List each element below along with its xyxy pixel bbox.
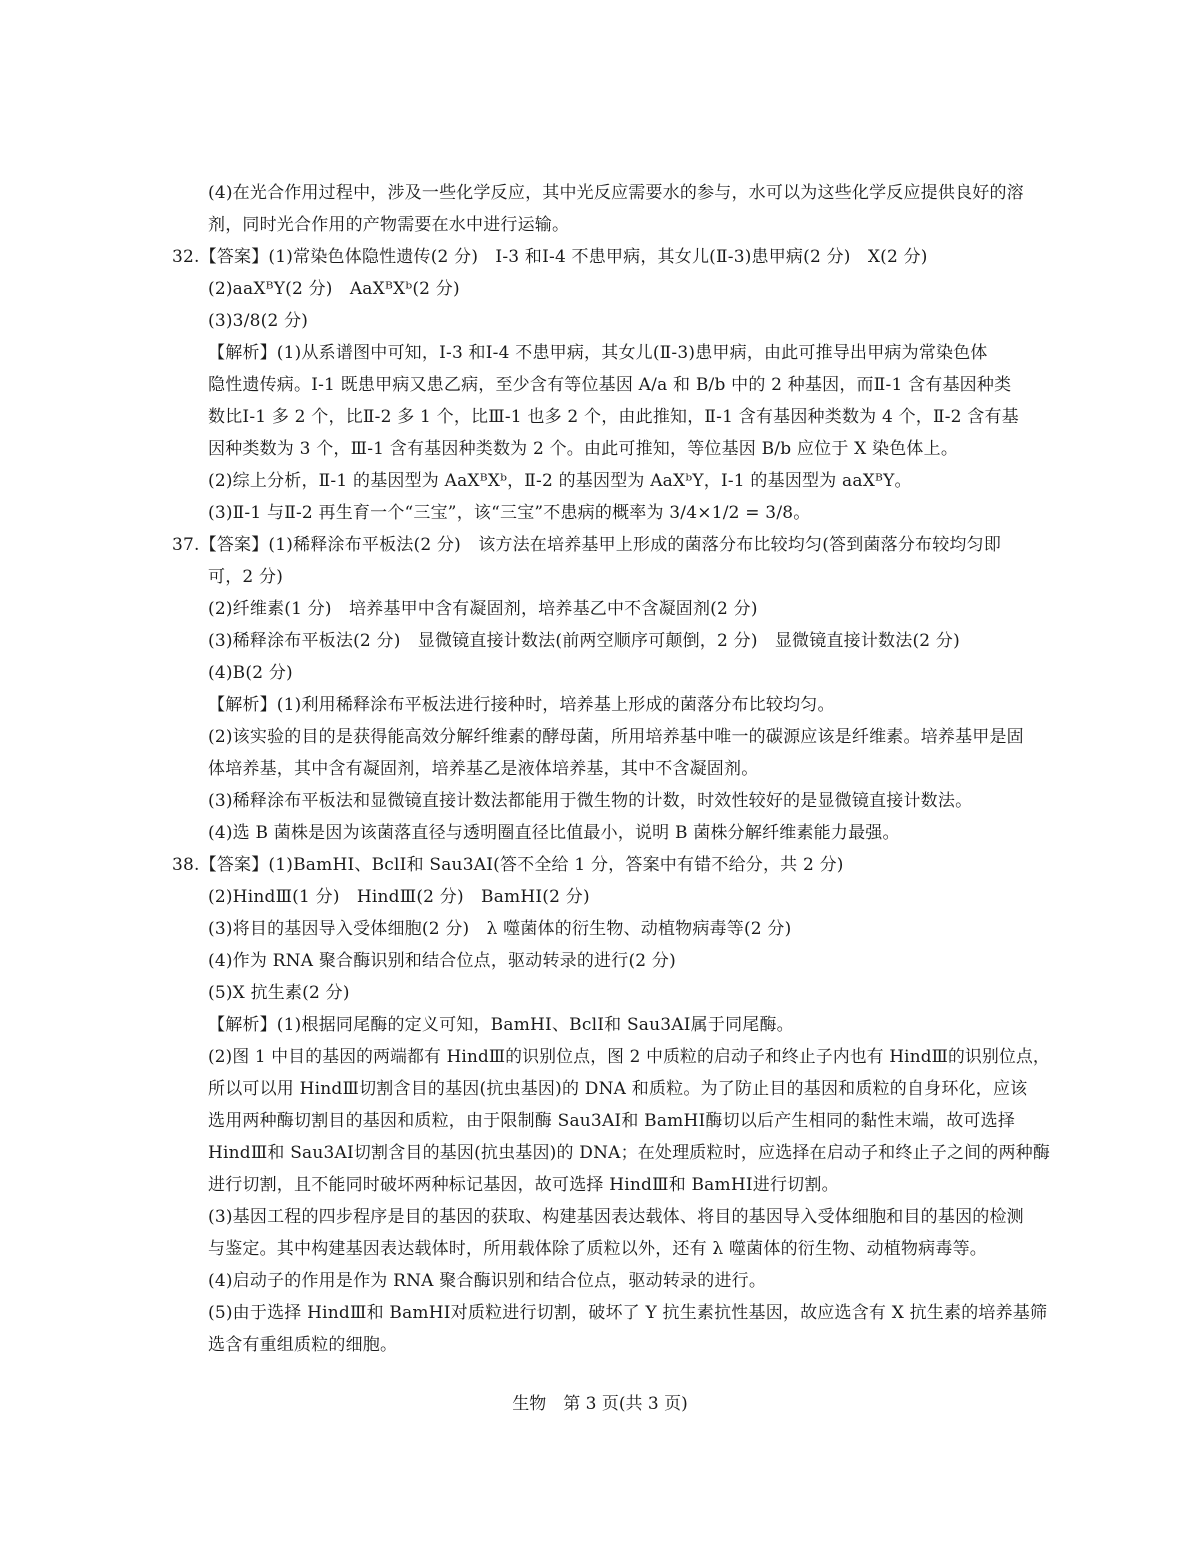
- q32-analysis-line: 隐性遗传病。Ⅰ-1 既患甲病又患乙病，至少含有等位基因 A/a 和 B/b 中的 2 种基因，而Ⅱ-1 含有基因种类: [208, 375, 1012, 395]
- q32-analysis-line: 【解析】(1)从系谱图中可知，Ⅰ-3 和Ⅰ-4 不患甲病，其女儿(Ⅱ-3)患甲病，由此可推导出甲病为常染色体: [208, 343, 988, 363]
- q37-answer-line: (4)B(2 分): [208, 663, 293, 683]
- q32-analysis-line: 因种类数为 3 个，Ⅲ-1 含有基因种类数为 2 个。由此可推知，等位基因 B/b 应位于 X 染色体上。: [208, 439, 959, 459]
- q37-answer-line: (3)稀释涂布平板法(2 分) 显微镜直接计数法(前两空顺序可颠倒，2 分) 显微镜直接计数法(2 分): [208, 631, 960, 651]
- q32-analysis-line: (2)综上分析，Ⅱ-1 的基因型为 AaXᴮXᵇ，Ⅱ-2 的基因型为 AaXᵇY，Ⅰ-1 的基因型为 aaXᴮY。: [208, 471, 912, 491]
- q32-answer-line: 32.【答案】(1)常染色体隐性遗传(2 分) Ⅰ-3 和Ⅰ-4 不患甲病，其女儿(Ⅱ-3)患甲病(2 分) X(2 分): [172, 247, 928, 267]
- q38-analysis-line: (4)启动子的作用是作为 RNA 聚合酶识别和结合位点，驱动转录的进行。: [208, 1271, 767, 1291]
- q38-analysis-line: 与鉴定。其中构建基因表达载体时，所用载体除了质粒以外，还有 λ 噬菌体的衍生物、动植物病毒等。: [208, 1239, 987, 1259]
- q37-analysis-line: 体培养基，其中含有凝固剂，培养基乙是液体培养基，其中不含凝固剂。: [208, 759, 759, 779]
- q32-answer-line: (2)aaXᴮY(2 分) AaXᴮXᵇ(2 分): [208, 279, 460, 299]
- q38-analysis-line: 选含有重组质粒的细胞。: [208, 1335, 398, 1355]
- q38-analysis-line: (3)基因工程的四步程序是目的基因的获取、构建基因表达载体、将目的基因导入受体细胞和目的基因的检测: [208, 1207, 1024, 1227]
- q38-answer-line: (2)HindⅢ(1 分) HindⅢ(2 分) BamHⅠ(2 分): [208, 887, 590, 907]
- q38-answer-line: (4)作为 RNA 聚合酶识别和结合位点，驱动转录的进行(2 分): [208, 951, 676, 971]
- q38-analysis-line: 进行切割，且不能同时破坏两种标记基因，故可选择 HindⅢ和 BamHⅠ进行切割。: [208, 1175, 839, 1195]
- q37-analysis-line: (4)选 B 菌株是因为该菌落直径与透明圈直径比值最小，说明 B 菌株分解纤维素能力最强。: [208, 823, 900, 843]
- q37-answer-line: (2)纤维素(1 分) 培养基甲中含有凝固剂，培养基乙中不含凝固剂(2 分): [208, 599, 758, 619]
- q37-analysis-line: (3)稀释涂布平板法和显微镜直接计数法都能用于微生物的计数，时效性较好的是显微镜直接计数法。: [208, 791, 973, 811]
- q38-analysis-line: (5)由于选择 HindⅢ和 BamHⅠ对质粒进行切割，破坏了 Y 抗生素抗性基因，故应选含有 X 抗生素的培养基筛: [208, 1303, 1048, 1323]
- q38-analysis-line: (2)图 1 中目的基因的两端都有 HindⅢ的识别位点，图 2 中质粒的启动子和终止子内也有 HindⅢ的识别位点，: [208, 1047, 1050, 1067]
- q37-answer-line: 37.【答案】(1)稀释涂布平板法(2 分) 该方法在培养基甲上形成的菌落分布比较均匀(答到菌落分布较均匀即: [172, 535, 1002, 555]
- q38-analysis-line: 【解析】(1)根据同尾酶的定义可知，BamHⅠ、BclⅠ和 Sau3AⅠ属于同尾酶。: [208, 1015, 794, 1035]
- q37-analysis-line: (2)该实验的目的是获得能高效分解纤维素的酵母菌，所用培养基中唯一的碳源应该是纤维素。培养基甲是固: [208, 727, 1024, 747]
- q38-answer-line: 38.【答案】(1)BamHⅠ、BclⅠ和 Sau3AⅠ(答不全给 1 分，答案中有错不给分，共 2 分): [172, 855, 844, 875]
- q37-analysis-line: 【解析】(1)利用稀释涂布平板法进行接种时，培养基上形成的菌落分布比较均匀。: [208, 695, 835, 715]
- q31-text-line: (4)在光合作用过程中，涉及一些化学反应，其中光反应需要水的参与，水可以为这些化学反应提供良好的溶: [208, 183, 1024, 203]
- q38-answer-line: (3)将目的基因导入受体细胞(2 分) λ 噬菌体的衍生物、动植物病毒等(2 分): [208, 919, 792, 939]
- q32-analysis-line: 数比Ⅰ-1 多 2 个，比Ⅱ-2 多 1 个，比Ⅲ-1 也多 2 个，由此推知，Ⅱ-1 含有基因种类数为 4 个，Ⅱ-2 含有基: [208, 407, 1019, 427]
- q38-analysis-line: 选用两种酶切割目的基因和质粒，由于限制酶 Sau3AⅠ和 BamHⅠ酶切以后产生相同的黏性末端，故可选择: [208, 1111, 1016, 1131]
- q31-text-line: 剂，同时光合作用的产物需要在水中进行运输。: [208, 215, 570, 235]
- q38-answer-line: (5)X 抗生素(2 分): [208, 983, 350, 1003]
- q38-analysis-line: 所以可以用 HindⅢ切割含目的基因(抗虫基因)的 DNA 和质粒。为了防止目的基因和质粒的自身环化，应该: [208, 1079, 1028, 1099]
- q32-analysis-line: (3)Ⅱ-1 与Ⅱ-2 再生育一个“三宝”，该“三宝”不患病的概率为 3/4×1/2 = 3/8。: [208, 503, 811, 523]
- q37-answer-line: 可，2 分): [208, 567, 284, 587]
- q32-answer-line: (3)3/8(2 分): [208, 311, 309, 331]
- page-footer: 生物 第 3 页(共 3 页): [512, 1394, 688, 1414]
- q38-analysis-line: HindⅢ和 Sau3AⅠ切割含目的基因(抗虫基因)的 DNA；在处理质粒时，应选择在启动子和终止子之间的两种酶: [208, 1143, 1051, 1163]
